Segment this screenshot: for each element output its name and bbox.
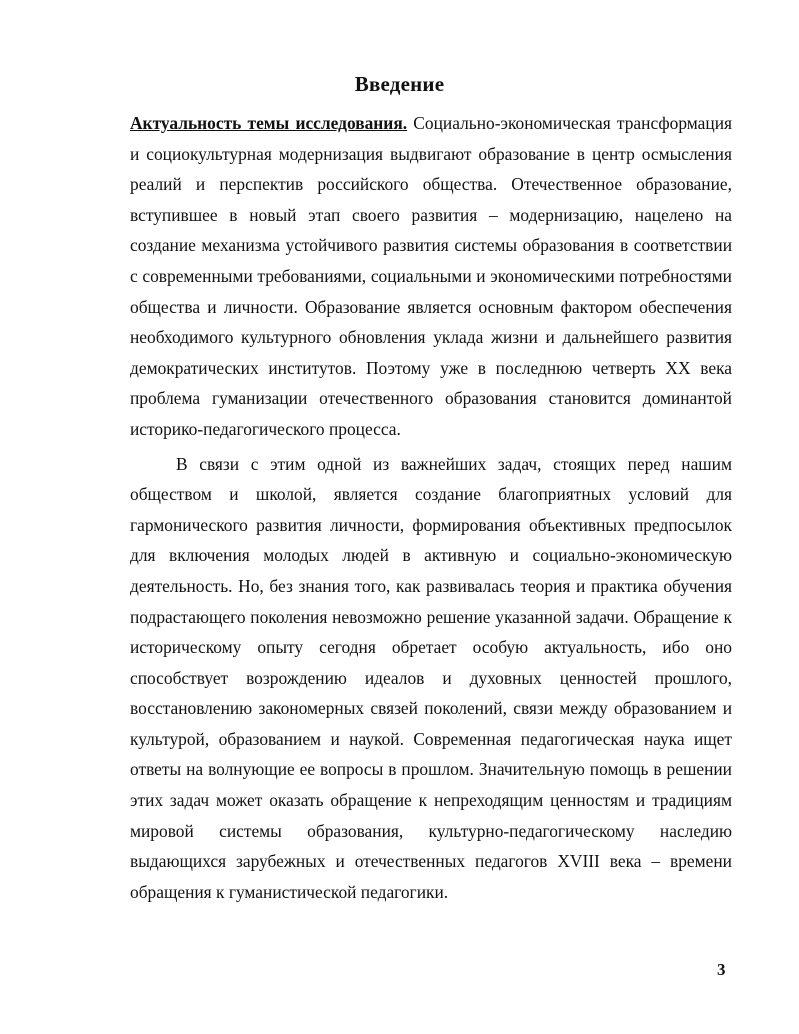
paragraph-text: В связи с этим одной из важнейших задач, стоящих перед нашим обществом и школой, является создание благоприятных условий для гармонического развития личности, формирования объективных предпосылок для включения молодых людей в активную и социально-экономическую деятельность. Но, без знания того, как развивалась теория и практика обучения подрастающего поколения невозможно решение указанной задачи. Обращение к историческому опыту сегодня обретает особую актуальность, ибо оно способствует возрождению идеалов и духовных ценностей прошлого, восстановлению закономерных связей поколений, связи между образованием и культурой, образованием и наукой. Современная педагогическая наука ищет ответы на волнующие ее вопросы в прошлом. Значительную помощь в решении этих задач может оказать обращение к непреходящим ценностям и традициям мировой системы образования, культурно-педагогическому наследию выдающихся зарубежных и отечественных педагогов XVIII века – времени обращения к гуманистической педагогики. [130, 453, 732, 902]
paragraph-text: Социально-экономическая трансформация и социокультурная модернизация выдвигают образование в центр осмысления реалий и перспектив российского общества. Отечественное образование, вступившее в новый этап своего развития – модернизацию, нацелено на создание механизма устойчивого развития системы образования в соответствии с современными требованиями, социальными и экономическими потребностями общества и личности. Образование является основным фактором обеспечения необходимого культурного обновления уклада жизни и дальнейшего развития демократических институтов. Поэтому уже в последнюю четверть XX века проблема гуманизации отечественного образования становится доминантой историко-педагогического процесса. [130, 113, 733, 439]
paragraph-tasks [130, 449, 732, 908]
paragraph-relevance [130, 108, 732, 445]
page-title: Введение [354, 72, 445, 96]
page-number: 3 [717, 960, 726, 979]
body-text [130, 108, 732, 907]
section-heading: Актуальность темы исследования. [130, 113, 408, 133]
